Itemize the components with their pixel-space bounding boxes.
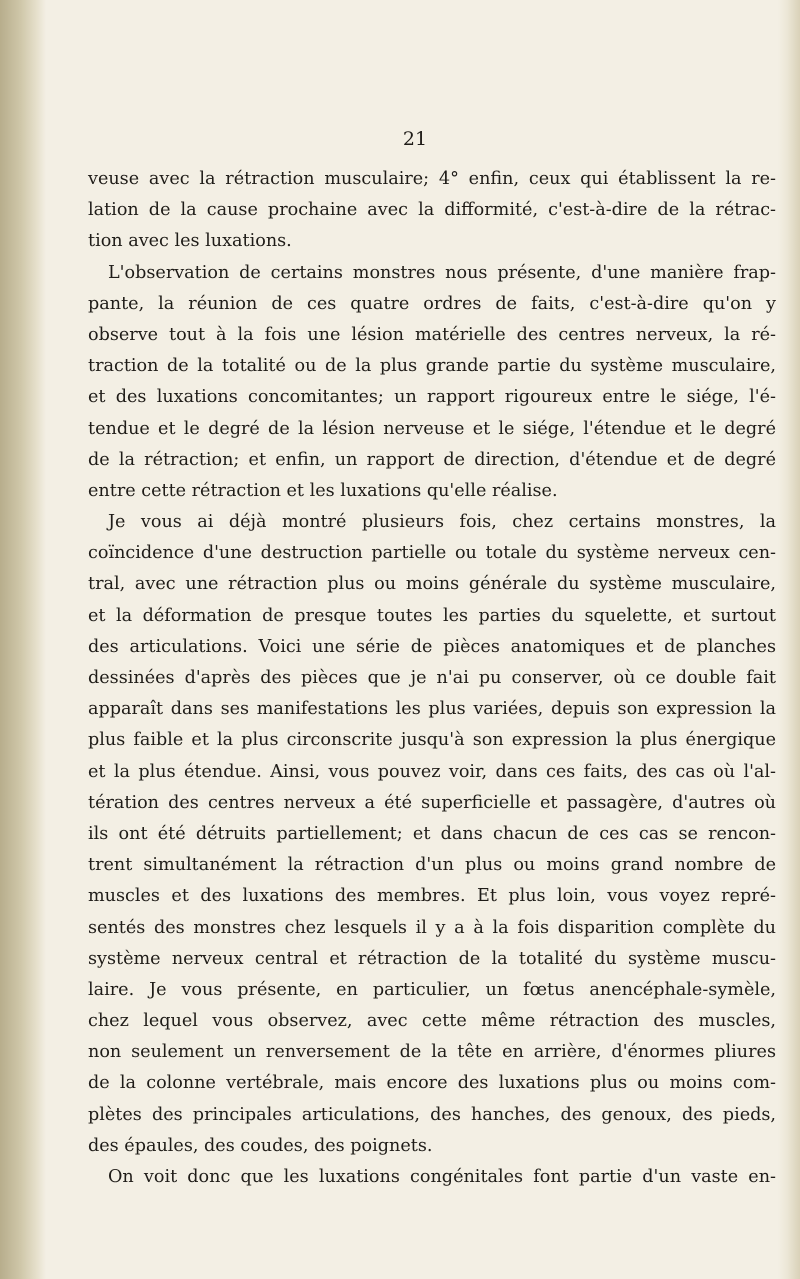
text-line: muscles et des luxations des membres. Et plus loin, vous voyez repré-	[88, 886, 776, 907]
text-line: plus faible et la plus circonscrite jusqu'à son expression la plus énergique	[88, 730, 776, 751]
text-line: Je vous ai déjà montré plusieurs fois, chez certains monstres, la	[108, 512, 776, 533]
text-line: de la colonne vertébrale, mais encore des luxations plus ou moins com-	[88, 1073, 776, 1094]
text-line: et la plus étendue. Ainsi, vous pouvez voir, dans ces faits, des cas où l'al-	[88, 761, 776, 782]
text-line: et des luxations concomitantes; un rapport rigoureux entre le siége, l'é-	[88, 387, 776, 408]
text-line: lation de la cause prochaine avec la difformité, c'est-à-dire de la rétrac-	[88, 200, 776, 221]
text-line: sentés des monstres chez lesquels il y a à la fois disparition complète du	[88, 917, 776, 938]
text-line: laire. Je vous présente, en particulier, un fœtus anencéphale-symèle,	[88, 979, 776, 1000]
text-line: non seulement un renversement de la tête en arrière, d'énormes pliures	[88, 1042, 776, 1063]
text-line: On voit donc que les luxations congénitales font partie d'un vaste en-	[108, 1167, 776, 1187]
text-line: observe tout à la fois une lésion matérielle des centres nerveux, la ré-	[88, 324, 776, 345]
text-line: tion avec les luxations.	[88, 231, 292, 252]
text-line: apparaît dans ses manifestations les plus variées, depuis son expression la	[88, 699, 776, 720]
page-left-edge	[0, 0, 46, 1279]
text-line: plètes des principales articulations, des hanches, des genoux, des pieds,	[88, 1104, 776, 1125]
text-line: L'observation de certains monstres nous présente, d'une manière frap-	[108, 262, 776, 283]
body-text	[88, 164, 776, 1193]
text-line: veuse avec la rétraction musculaire; 4° enfin, ceux qui établissent la re-	[88, 169, 776, 189]
text-line: système nerveux central et rétraction de la totalité du système muscu-	[88, 948, 776, 969]
text-line: et la déformation de presque toutes les parties du squelette, et surtout	[88, 605, 776, 626]
page-right-edge	[778, 0, 800, 1279]
text-line: dessinées d'après des pièces que je n'ai pu conserver, où ce double fait	[88, 668, 776, 688]
text-line: coïncidence d'une destruction partielle ou totale du système nerveux cen-	[88, 543, 776, 564]
text-line: tral, avec une rétraction plus ou moins générale du système musculaire,	[88, 574, 776, 595]
page-number: 21	[402, 128, 428, 150]
text-line: tération des centres nerveux a été superficielle et passagère, d'autres où	[88, 792, 776, 813]
text-line: ils ont été détruits partiellement; et dans chacun de ces cas se rencon-	[88, 823, 776, 844]
text-line: chez lequel vous observez, avec cette même rétraction des muscles,	[88, 1011, 776, 1032]
text-line: traction de la totalité ou de la plus grande partie du système musculaire,	[88, 356, 776, 377]
text-line: trent simultanément la rétraction d'un plus ou moins grand nombre de	[88, 855, 776, 876]
text-line: des épaules, des coudes, des poignets.	[88, 1135, 433, 1156]
text-line: de la rétraction; et enfin, un rapport de direction, d'étendue et de degré	[88, 449, 776, 470]
text-line: pante, la réunion de ces quatre ordres de faits, c'est-à-dire qu'on y	[88, 293, 776, 314]
text-line: entre cette rétraction et les luxations qu'elle réalise.	[88, 480, 558, 501]
text-line: des articulations. Voici une série de pièces anatomiques et de planches	[88, 636, 776, 657]
text-line: tendue et le degré de la lésion nerveuse et le siége, l'étendue et le degré	[88, 418, 776, 439]
